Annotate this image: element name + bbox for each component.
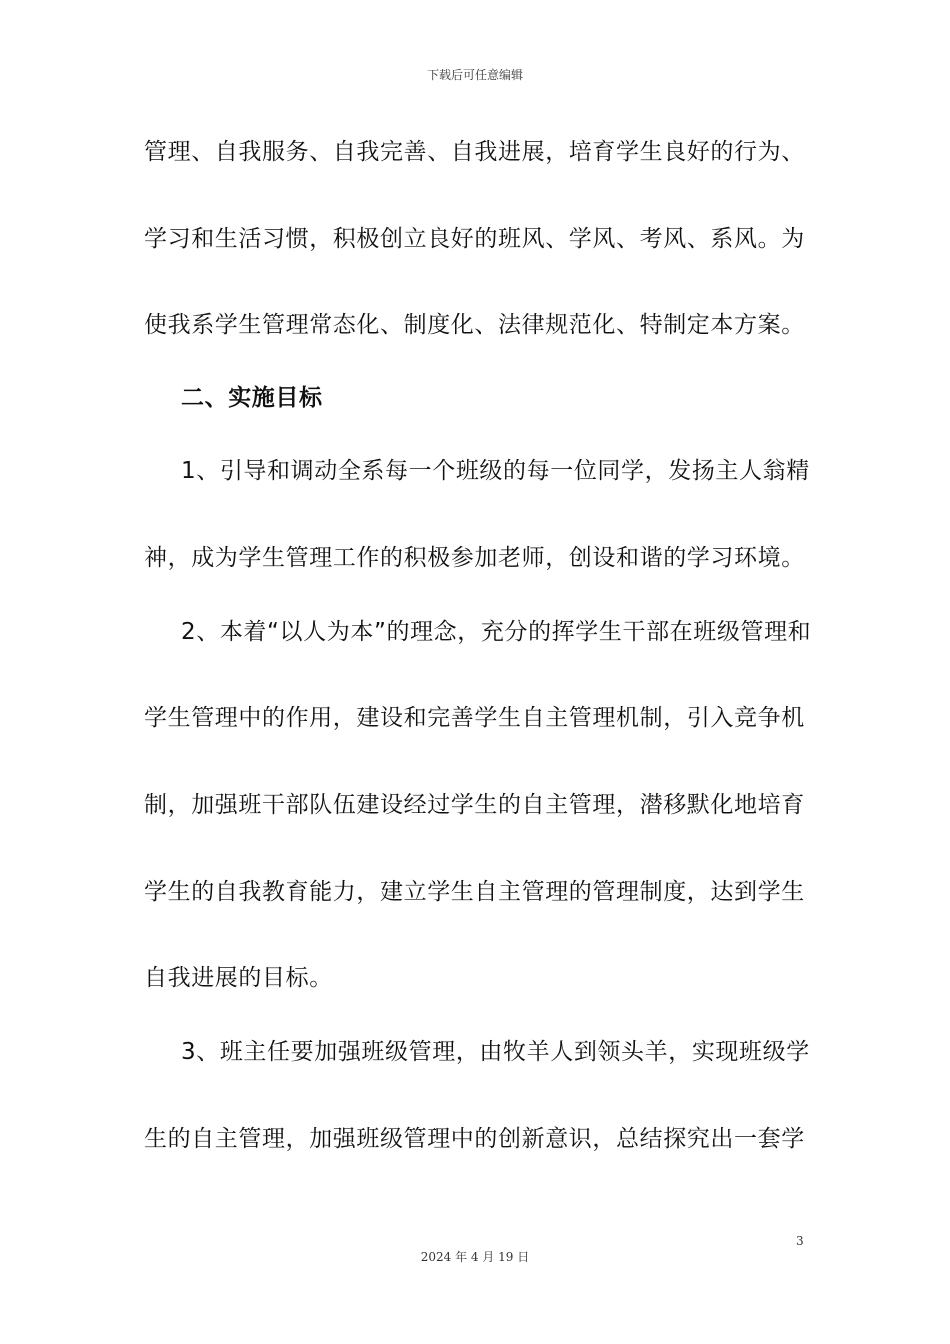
paragraph-line: 制，加强班干部队伍建设经过学生的自主管理，潜移默化地培育	[144, 792, 805, 818]
paragraph-line: 学生管理中的作用，建设和完善学生自主管理机制，引入竞争机	[144, 705, 805, 731]
paragraph-line: 2、本着“以人为本”的理念，充分的挥学生干部在班级管理和	[181, 619, 812, 645]
paragraph-line: 管理、自我服务、自我完善、自我进展，培育学生良好的行为、	[144, 139, 805, 165]
paragraph-line: 学生的自我教育能力，建立学生自主管理的管理制度，达到学生	[144, 879, 805, 905]
paragraph-line: 3、班主任要加强班级管理，由牧羊人到领头羊，实现班级学	[181, 1039, 810, 1065]
paragraph-line: 1、引导和调动全系每一个班级的每一位同学，发扬主人翁精	[181, 458, 810, 484]
page-footer-date: 2024 年 4 月 19 日	[420, 1250, 530, 1264]
page-header: 下载后可任意编辑	[426, 68, 523, 82]
paragraph-line: 神，成为学生管理工作的积极参加老师，创设和谐的学习环境。	[144, 545, 805, 571]
section-heading: 二、实施目标	[181, 385, 323, 411]
paragraph-line: 使我系学生管理常态化、制度化、法律规范化、特制定本方案。	[144, 312, 805, 338]
page-number: 3	[796, 1234, 804, 1248]
paragraph-line: 学习和生活习惯，积极创立良好的班风、学风、考风、系风。为	[144, 226, 805, 252]
paragraph-line: 自我进展的目标。	[144, 965, 333, 991]
paragraph-line: 生的自主管理，加强班级管理中的创新意识，总结探究出一套学	[144, 1126, 805, 1152]
